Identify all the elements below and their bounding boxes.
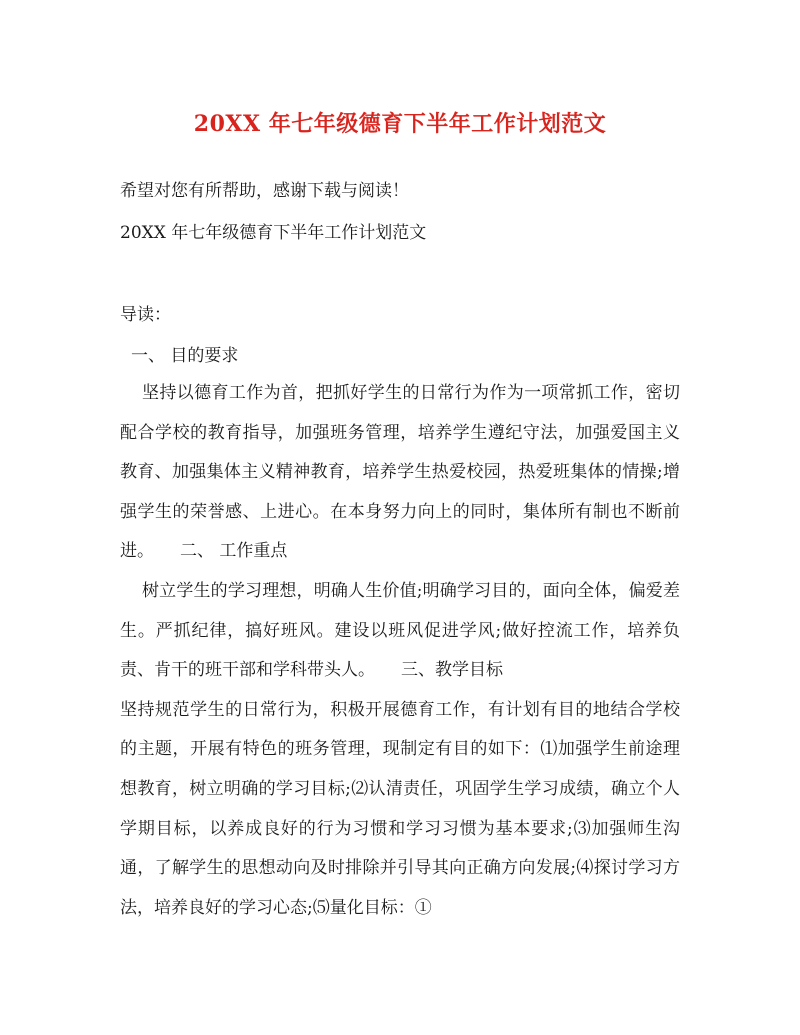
intro-label: 导读： (120, 305, 171, 325)
section3-paragraph: 坚持规范学生的日常行为，积极开展德育工作，有计划有目的地结合学校的主题，开展有特色的班务管理，现制定有目的如下：⑴加强学生前途理想教育，树立明确的学习目标;⑵认清责任，巩固学生学习成绩，确立个人学期目标，以养成良好的行为习惯和学习习惯为基本要求;⑶加强师生沟通，了解学生的思想动向及时排除并引导其向正确方向发展;⑷探讨学习方法，培养良好的学习心态;⑸量化目标：① (120, 699, 680, 918)
section3-heading: 三、教学目标 (401, 660, 503, 681)
section2-paragraph (120, 572, 680, 691)
section1-text: 坚持以德育工作为首，把抓好学生的日常行为作为一项常抓工作，密切配合学校的教育指导，加强班务管理，培养学生遵纪守法，加强爱国主义教育、加强集体主义精神教育，培养学生热爱校园，热爱班集体的情操;增强学生的荣誉感、上进心。在本身努力向上的同时，集体所有制也不断前进。 (120, 383, 680, 562)
section2-text: 树立学生的学习理想，明确人生价值;明确学习目的，面向全体，偏爱差生。严抓纪律，搞好班风。建设以班风促进学风;做好控流工作，培养负责、肯干的班干部和学科带头人。 (120, 580, 680, 681)
body-content (120, 374, 680, 928)
section1-heading: 一、 目的要求 (131, 346, 239, 366)
section1-paragraph (120, 374, 680, 572)
greeting-text: 希望对您有所帮助，感谢下载与阅读！ (120, 181, 409, 201)
document-title: 20XX 年七年级德育下半年工作计划范文 (193, 111, 607, 137)
document-subtitle: 20XX 年七年级德育下半年工作计划范文 (120, 223, 427, 243)
section2-heading: 二、 工作重点 (180, 541, 288, 562)
